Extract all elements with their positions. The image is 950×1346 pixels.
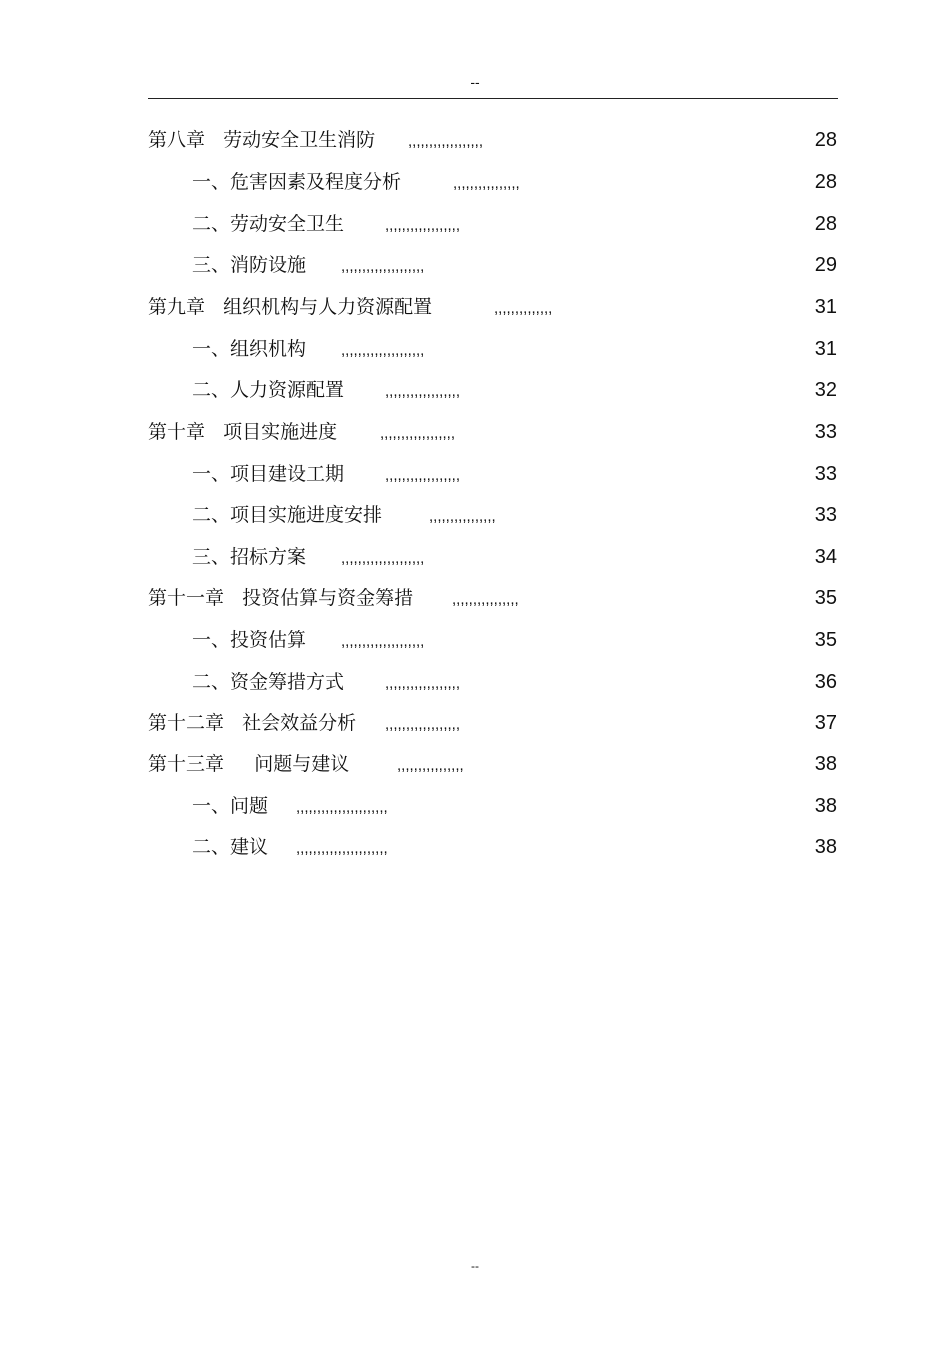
toc-entry-leader: ,,,,,,,,,,,,,,,,,, <box>385 675 461 692</box>
toc-section-entry <box>0 792 950 820</box>
toc-entry-leader: ,,,,,,,,,,,,,,,,,,,, <box>341 342 425 359</box>
toc-entry-leader: ,,,,,,,,,,,,,,,,,, <box>385 217 461 234</box>
toc-entry-leader: ,,,,,,,,,,,,,,,,,,,,,, <box>296 840 388 857</box>
header-rule <box>148 98 838 99</box>
toc-entry-title: 第十二章 社会效益分析 <box>148 712 357 734</box>
toc-entry-title: 一、组织机构 <box>192 338 307 360</box>
toc-entry-title: 三、消防设施 <box>192 254 307 276</box>
toc-entry-title: 第九章 组织机构与人力资源配置 <box>148 296 433 318</box>
toc-section-entry <box>0 335 950 363</box>
toc-entry-title: 一、问题 <box>192 795 269 817</box>
toc-entry-leader: ,,,,,,,,,,,,,,,, <box>397 757 464 774</box>
toc-entry-title: 二、人力资源配置 <box>192 379 345 401</box>
toc-entry-title: 第十三章 问题与建议 <box>148 753 350 775</box>
toc-chapter-entry <box>0 709 950 737</box>
toc-entry-page-number: 34 <box>814 546 837 568</box>
toc-section-entry <box>0 501 950 529</box>
toc-entry-page-number: 35 <box>814 587 837 609</box>
toc-entry-page-number: 31 <box>814 296 837 318</box>
toc-entry-title: 二、劳动安全卫生 <box>192 213 345 235</box>
toc-entry-leader: ,,,,,,,,,,,,,,,,,, <box>408 133 484 150</box>
toc-entry-leader: ,,,,,,,,,,,,,,,,,,,, <box>341 633 425 650</box>
toc-entry-leader: ,,,,,,,,,,,,,,,, <box>453 175 520 192</box>
toc-entry-title: 一、项目建设工期 <box>192 463 345 485</box>
toc-entry-page-number: 28 <box>814 171 837 193</box>
toc-entry-leader: ,,,,,,,,,,,,,,,, <box>429 508 496 525</box>
page-footer-mark: -- <box>471 1259 479 1273</box>
page-header-mark: -- <box>470 74 480 90</box>
toc-entry-leader: ,,,,,,,,,,,,,,,, <box>452 591 519 608</box>
toc-entry-page-number: 36 <box>814 671 837 693</box>
toc-entry-leader: ,,,,,,,,,,,,,,,,,, <box>380 425 456 442</box>
toc-entry-leader: ,,,,,,,,,,,,,,,,,, <box>385 716 461 733</box>
toc-entry-leader: ,,,,,,,,,,,,,,,,,,,,,, <box>296 799 388 816</box>
toc-entry-page-number: 38 <box>814 795 837 817</box>
toc-section-entry <box>0 543 950 571</box>
toc-entry-page-number: 28 <box>814 129 837 151</box>
toc-entry-leader: ,,,,,,,,,,,,,,,,,, <box>385 383 461 400</box>
toc-section-entry <box>0 668 950 696</box>
toc-entry-title: 三、招标方案 <box>192 546 307 568</box>
toc-chapter-entry <box>0 126 950 154</box>
toc-entry-title: 第八章 劳动安全卫生消防 <box>148 129 376 151</box>
toc-entry-leader: ,,,,,,,,,,,,,, <box>494 300 553 317</box>
toc-entry-page-number: 31 <box>814 338 837 360</box>
toc-section-entry <box>0 626 950 654</box>
toc-entry-title: 二、资金筹措方式 <box>192 671 345 693</box>
toc-entry-leader: ,,,,,,,,,,,,,,,,,, <box>385 467 461 484</box>
toc-section-entry <box>0 376 950 404</box>
toc-entry-title: 二、建议 <box>192 836 269 858</box>
toc-entry-title: 二、项目实施进度安排 <box>192 504 383 526</box>
toc-chapter-entry <box>0 750 950 778</box>
toc-entry-leader: ,,,,,,,,,,,,,,,,,,,, <box>341 258 425 275</box>
toc-entry-page-number: 28 <box>814 213 837 235</box>
toc-entry-title: 第十章 项目实施进度 <box>148 421 338 443</box>
toc-entry-title: 第十一章 投资估算与资金筹措 <box>148 587 414 609</box>
toc-section-entry <box>0 833 950 861</box>
toc-chapter-entry <box>0 293 950 321</box>
toc-entry-page-number: 37 <box>814 712 837 734</box>
toc-entry-page-number: 33 <box>814 421 837 443</box>
toc-entry-title: 一、危害因素及程度分析 <box>192 171 402 193</box>
toc-entry-page-number: 38 <box>814 753 837 775</box>
toc-section-entry <box>0 210 950 238</box>
toc-entry-title: 一、投资估算 <box>192 629 307 651</box>
toc-chapter-entry <box>0 584 950 612</box>
toc-entry-page-number: 33 <box>814 504 837 526</box>
toc-section-entry <box>0 460 950 488</box>
toc-chapter-entry <box>0 418 950 446</box>
toc-entry-page-number: 35 <box>814 629 837 651</box>
toc-entry-page-number: 29 <box>814 254 837 276</box>
toc-entry-leader: ,,,,,,,,,,,,,,,,,,,, <box>341 550 425 567</box>
toc-section-entry <box>0 251 950 279</box>
toc-entry-page-number: 32 <box>814 379 837 401</box>
toc-entry-page-number: 38 <box>814 836 837 858</box>
toc-section-entry <box>0 168 950 196</box>
toc-entry-page-number: 33 <box>814 463 837 485</box>
